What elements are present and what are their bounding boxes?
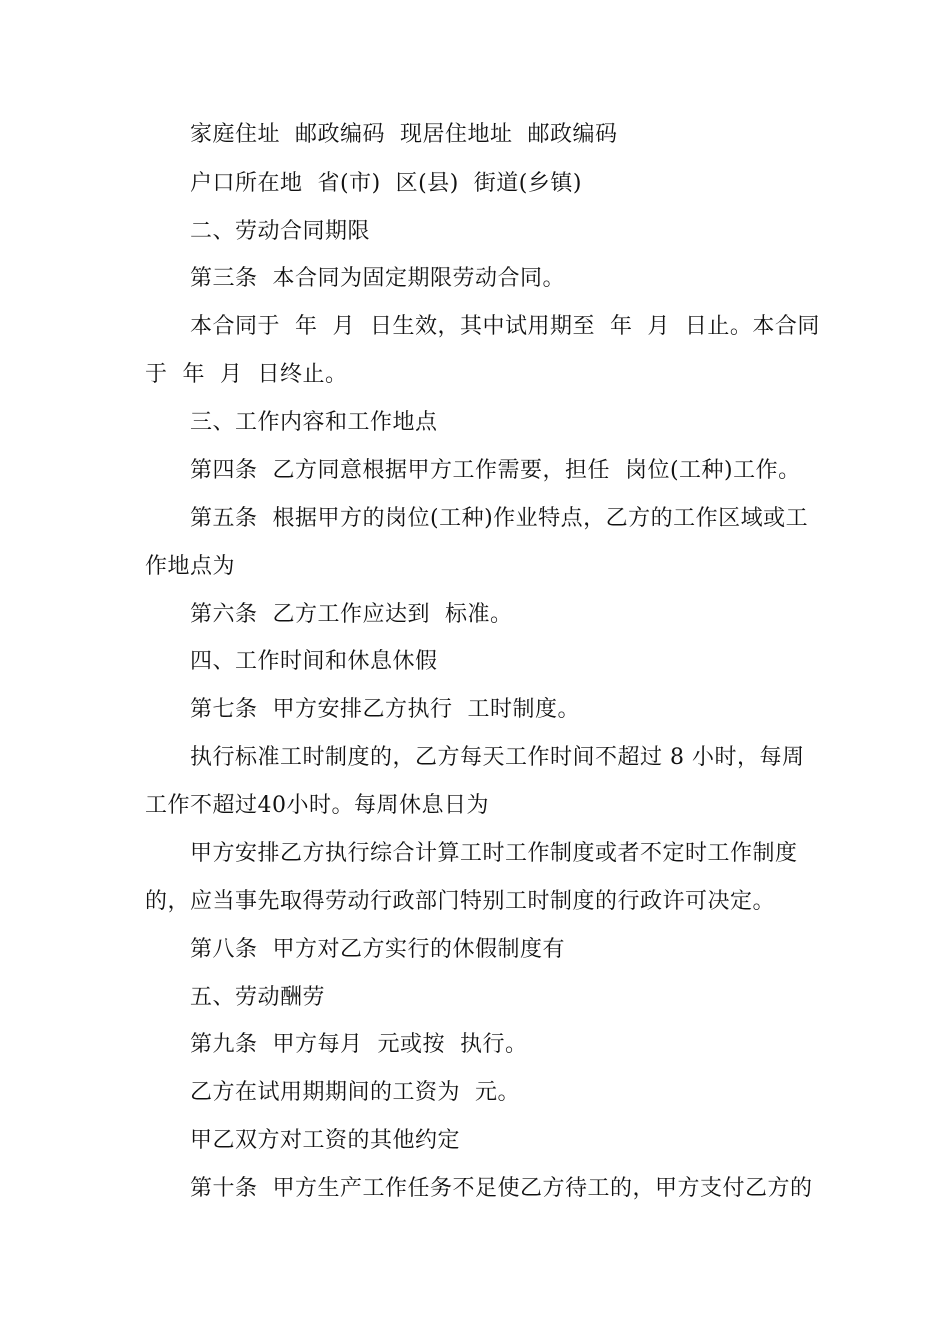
text-line: 第五条 根据甲方的岗位(工种)作业特点，乙方的工作区域或工 bbox=[190, 506, 809, 531]
text-line: 执行标准工时制度的，乙方每天工作时间不超过 8 小时，每周 bbox=[190, 745, 805, 770]
text-line: 第三条 本合同为固定期限劳动合同。 bbox=[190, 266, 565, 291]
text-line: 第八条 甲方对乙方实行的休假制度有 bbox=[190, 937, 565, 962]
text-line: 家庭住址 邮政编码 现居住地址 邮政编码 bbox=[190, 122, 618, 147]
text-line: 乙方在试用期期间的工资为 元。 bbox=[190, 1080, 520, 1105]
text-line: 第七条 甲方安排乙方执行 工时制度。 bbox=[190, 697, 580, 722]
text-line: 户口所在地 省(市) 区(县) 街道(乡镇) bbox=[190, 171, 582, 196]
text-line: 本合同于 年 月 日生效，其中试用期至 年 月 日止。本合同 bbox=[190, 314, 820, 339]
text-line: 甲方安排乙方执行综合计算工时工作制度或者不定时工作制度 bbox=[190, 841, 798, 866]
text-line: 第十条 甲方生产工作任务不足使乙方待工的，甲方支付乙方的 bbox=[190, 1176, 813, 1201]
text-line: 的，应当事先取得劳动行政部门特别工时制度的行政许可决定。 bbox=[145, 889, 776, 914]
text-line: 工作不超过40小时。每周休息日为 bbox=[145, 793, 489, 818]
section-heading: 二、劳动合同期限 bbox=[190, 219, 371, 244]
section-heading: 四、工作时间和休息休假 bbox=[190, 649, 438, 674]
text-line: 作地点为 bbox=[145, 554, 236, 579]
text-line: 第六条 乙方工作应达到 标准。 bbox=[190, 602, 513, 627]
text-line: 第九条 甲方每月 元或按 执行。 bbox=[190, 1032, 528, 1057]
text-line: 于 年 月 日终止。 bbox=[145, 362, 348, 387]
text-line: 甲乙双方对工资的其他约定 bbox=[190, 1128, 461, 1153]
text-line: 第四条 乙方同意根据甲方工作需要，担任 岗位(工种)工作。 bbox=[190, 458, 801, 483]
section-heading: 五、劳动酬劳 bbox=[190, 985, 326, 1010]
section-heading: 三、工作内容和工作地点 bbox=[190, 410, 438, 435]
